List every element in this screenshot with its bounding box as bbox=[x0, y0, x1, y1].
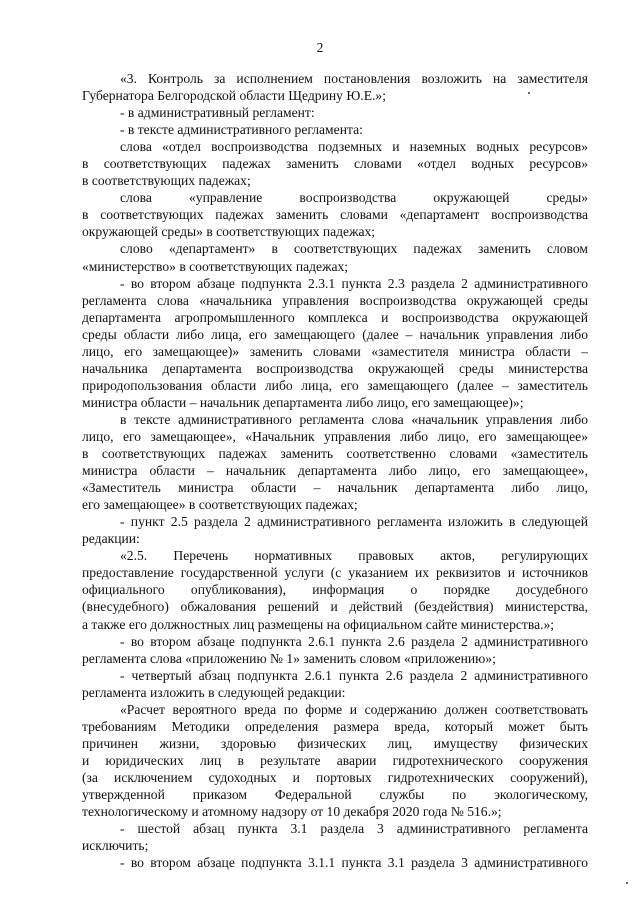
text-line: в соответствующих падежах заменить словами «отдел водных ресурсов» bbox=[82, 156, 588, 172]
text-line: в соответствующих падежах заменить соответственно словами «заместитель bbox=[82, 446, 588, 462]
text-line: лицо, его замещающее», «Начальник управления либо лицо, его замещающее» bbox=[82, 428, 588, 444]
text-line: слова «управление воспроизводства окружающей среды» bbox=[120, 190, 588, 206]
text-line: требованиям Методики определения размера вреда, который может быть bbox=[82, 718, 588, 734]
text-line: министра области – начальник департамента либо лицо, его замещающее», bbox=[82, 463, 588, 479]
text-line: (за исключением судоходных и портовых гидротехнических сооружений), bbox=[82, 769, 588, 785]
text-line: среды области либо лица, его замещающего (далее – начальник управления либо bbox=[82, 326, 588, 342]
text-line: Губернатора Белгородской области Щедрину Ю.Е.»; bbox=[82, 88, 386, 104]
text-line: его замещающее» в соответствующих падежах; bbox=[82, 497, 358, 513]
text-line: департамента агропромышленного комплекса и воспроизводства окружающей bbox=[82, 309, 588, 325]
text-line: слова «отдел воспроизводства подземных и наземных водных ресурсов» bbox=[120, 139, 588, 155]
text-line: - во втором абзаце подпункта 2.6.1 пункта 2.6 раздела 2 административного bbox=[120, 633, 588, 649]
text-line: - пункт 2.5 раздела 2 административного регламента изложить в следующей bbox=[120, 514, 588, 530]
text-line: и юридических лиц в результате аварии гидротехнического сооружения bbox=[82, 752, 588, 768]
text-line: - в административный регламент: bbox=[120, 105, 315, 121]
text-line: в соответствующих падежах заменить словами «департамент воспроизводства bbox=[82, 207, 588, 223]
text-line: лицо, его замещающее)» заменить словами «заместителя министра области – bbox=[82, 343, 588, 359]
text-line: причинен жизни, здоровью физических лиц, имуществу физических bbox=[82, 735, 588, 751]
text-line: «3. Контроль за исполнением постановления возложить на заместителя bbox=[120, 71, 588, 86]
text-line: природопользования области либо лица, его замещающего (далее – заместитель bbox=[82, 377, 588, 393]
document-body bbox=[82, 70, 588, 871]
text-line: в соответствующих падежах; bbox=[82, 173, 251, 189]
text-line: редакции: bbox=[82, 531, 140, 547]
text-line: окружающей среды» в соответствующих падежах; bbox=[82, 224, 376, 240]
text-line: технологическому и атомному надзору от 10 декабря 2020 года № 516.»; bbox=[82, 804, 502, 820]
text-line: «2.5. Перечень нормативных правовых актов, регулирующих bbox=[120, 548, 588, 564]
text-line: - во втором абзаце подпункта 3.1.1 пункта 3.1 раздела 3 административного bbox=[120, 855, 588, 871]
text-line: утвержденной приказом Федеральной службы по экологическому, bbox=[82, 786, 588, 802]
text-line: официального опубликования), информация о порядке досудебного bbox=[82, 582, 588, 598]
text-line: - во втором абзаце подпункта 2.3.1 пункта 2.3 раздела 2 административного bbox=[120, 275, 588, 291]
text-line: начальника департамента воспроизводства окружающей среды министерства bbox=[82, 360, 588, 376]
text-line: - четвертый абзац подпункта 2.6.1 пункта 2.6 раздела 2 административного bbox=[120, 667, 588, 683]
scan-speck bbox=[528, 92, 530, 94]
text-line: «Заместитель министра области – начальник департамента либо лицо, bbox=[82, 480, 588, 496]
text-line: «министерство» в соответствующих падежах; bbox=[82, 258, 349, 274]
text-line: предоставление государственной услуги (с указанием их реквизитов и источников bbox=[82, 565, 588, 581]
text-line: «Расчет вероятного вреда по форме и содержанию должен соответствовать bbox=[120, 701, 588, 717]
text-line: исключить; bbox=[82, 838, 149, 854]
text-line: регламента изложить в следующей редакции: bbox=[82, 684, 346, 700]
text-line: слово «департамент» в соответствующих падежах заменить словом bbox=[120, 241, 588, 257]
text-line: регламента слова «начальника управления воспроизводства окружающей среды bbox=[82, 292, 588, 308]
text-line: (внесудебного) обжалования решений и действий (бездействия) министерства, bbox=[82, 599, 588, 615]
page-number: 2 bbox=[316, 40, 324, 55]
text-line: министра области – начальник департамента либо лицо, его замещающее)»; bbox=[82, 394, 524, 410]
text-line: регламента слова «приложению № 1» заменить словом «приложению»; bbox=[82, 650, 496, 666]
scan-speck bbox=[626, 882, 628, 884]
text-line: а также его должностных лиц размещены на официальном сайте министерства.»; bbox=[82, 616, 555, 632]
text-line: - в тексте административного регламента: bbox=[120, 122, 363, 138]
text-line: в тексте административного регламента слова «начальник управления либо bbox=[120, 411, 588, 427]
text-line: - шестой абзац пункта 3.1 раздела 3 административного регламента bbox=[120, 821, 588, 837]
